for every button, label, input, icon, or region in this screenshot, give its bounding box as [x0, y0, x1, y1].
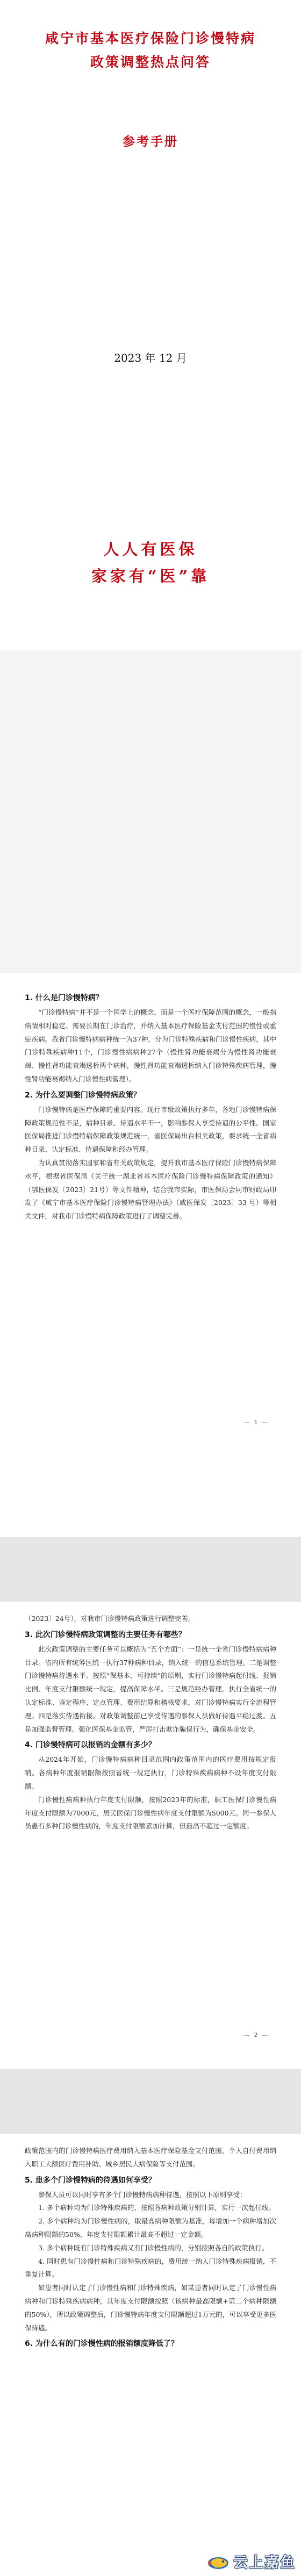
text-run: 强化医保基金监管，严厉打击欺诈骗保行为，确保基金安全。 — [78, 1725, 260, 1733]
page-number: — 2 — — [244, 2032, 269, 2039]
paragraph: 4. 同时患有门诊慢性病和门诊特殊疾病的，费用统一纳入门诊特殊疾病报销，不重复计算。 — [25, 2257, 276, 2279]
paragraph: 如患者同时认定了门诊慢性病和门诊特殊疾病，如某患者同时认定了门诊慢性病病种和门诊特殊疾病病种，其年度支付限额按照（该病种最高限额+第二个病种限额的50%），所以政策调整后，门诊慢特病年度支付限额超过1万元的，可以享受更多医保待遇。 — [25, 2284, 276, 2332]
fish-cloud-logo-icon — [206, 2551, 230, 2572]
paragraph: 门诊慢性病病种执行年度支付限额，按照2023年的标准，职工医保门诊慢性病年度支付限额为7000元，居民医保门诊慢性病年度支付限额为5000元。同一参保人员患有多种门诊慢性病的，年度支付限额累加计算，但最高不超过一定额度。 — [25, 1795, 276, 1831]
paragraph: 参保人员可以同时享有多个门诊慢特病病种待遇，按照以下原则享受： — [38, 2190, 247, 2199]
doc-page-1 — [0, 973, 301, 1537]
cover-title-line2: 政策调整热点问答 — [90, 54, 211, 70]
page-number: — 1 — — [244, 1419, 269, 1426]
paragraph: 3. 多个病种既有门诊特殊疾病又有门诊慢性病的，分别按照各自的政策执行。 — [38, 2243, 269, 2252]
paragraph: （2023〕24号），对我市门诊慢特病政策进行调整完善。 — [25, 1615, 195, 1623]
text-run: 对政策调整前已享受待遇的参保人员做好待遇平稳过渡。五是加强监督管理。 — [25, 1711, 276, 1733]
question-4: 4. 门诊慢特病可以报销的金额有多少？ — [25, 1741, 156, 1750]
watermark — [206, 2551, 296, 2572]
paragraph: “门诊慢特病”并不是一个医学上的概念，而是一个医疗保障范围的概念，一般指病情相对稳定、需要长期在门诊治疗，并纳入基本医疗保险基金支付范围的慢性或重症疾病。我省门诊慢特病病种统一为37种，分为门诊特殊疾病和门诊慢性疾病，其中门诊特殊疾病种11个，门诊慢性病病种27个（慢性肾功能衰竭分为慢性肾功能衰竭、慢性肾功能衰竭透析两个病种，慢性肾功能衰竭透析纳入门诊特殊疾病管理，慢性肾功能衰竭纳入门诊慢性病管理）。 — [25, 1008, 276, 1083]
paragraph: 为认真贯彻落实国家和省有关政策规定，提升我市基本医疗保险门诊慢特病保障水平，根据省医保局《关于统一湖北省基本医疗保险门诊慢特病保障政策的通知》（鄂医保发〔2023〕21号）等文件精神，结合我市实际，市医保局会同市财政局印发了《咸宁市基本医疗保险门诊慢特病管理办法》（咸医保发〔2023〕33 号）等相关文件，对我市门诊慢特病保障政策进行了调整完善。 — [25, 1158, 276, 1221]
cover-date: 2023 年 12 月 — [114, 351, 187, 364]
question-6: 6. 为什么有的门诊慢性病的报销额度降低了？ — [25, 2340, 178, 2349]
paragraph: 从2024年开始，门诊慢特病病种目录范围内政策范围内的医疗费用按规定报销。各病种年度报销限额按照省统一规定执行，门诊特殊疾病病种不设年度支付限额。 — [25, 1755, 276, 1790]
question-1: 1. 什么是门诊慢特病？ — [25, 994, 103, 1002]
text-run: 按照“保基本、可持续”的原则，实行门诊慢特病起付线、报销比例、年度支付限额统一规定，提高保障水平。三是规范经办管理。 — [25, 1671, 276, 1694]
paragraph: 2. 多个病种均为门诊慢性病的，取最高病种限额为基准，每增加一个病种增加次高病种限额的50%，年度支付限额累计最高不超过一定金额。 — [25, 2217, 276, 2238]
cover-title-line1: 咸宁市基本医疗保险门诊慢特病 — [45, 31, 256, 46]
doc-page-2 — [0, 1602, 301, 2069]
paragraph — [25, 1643, 276, 1737]
text-run: 省内所有统筹区统一执行37种病种目录，纳入统一的信息系统管理。二是调整门诊慢特病待遇水平。 — [25, 1658, 276, 1680]
text-run: 此次政策调整的主要任务可以概括为“五个方面”：一是统一全省门诊慢特病病种目录。 — [25, 1645, 276, 1667]
page-separator — [0, 2069, 301, 2134]
slogan-line2: 家家有“医”靠 — [91, 567, 210, 585]
slogan-line1: 人人有医保 — [103, 540, 198, 558]
watermark-text: 云上嘉鱼 — [233, 2555, 296, 2571]
page-separator — [0, 1537, 301, 1602]
page-separator — [0, 650, 301, 973]
paragraph: 门诊慢特病是医疗保障的重要内容。现行市级政策执行多年，各地门诊慢特病保障政策规范性不足，病种目录、待遇水平不一，影响参保人享受待遇的公平性。国家医保局推进门诊慢特病保障政策规范统一，省医保局出台相关政策，要求统一全省病种目录、认定标准、待遇保障和经办管理。 — [25, 1105, 276, 1154]
paragraph: 政策范围内的门诊慢特病医疗费用纳入基本医疗保险基金支付范围，个人自付费用纳入职工大额医疗费用补助、城乡居民大病保险等支付范围。 — [25, 2147, 276, 2168]
cover-subtitle: 参考手册 — [123, 134, 178, 149]
cover-page — [0, 0, 301, 650]
text-run: 执行全省统一的认定标准、鉴定程序、定点管理、费用结算和稽核要求，对门诊慢特病实行全流程管理。四是落实待遇衔接。 — [25, 1685, 276, 1720]
question-3: 3. 此次门诊慢特病政策调整的主要任务有哪些？ — [25, 1630, 186, 1639]
cover-title — [22, 27, 280, 74]
paragraph: 1. 多个病种均为门诊特殊疾病的，按照各病种政策分别计算，实行一次起付线。 — [38, 2204, 275, 2212]
doc-page-3 — [0, 2134, 301, 2576]
question-5: 5. 患多个门诊慢特病的待遇如何享受？ — [25, 2176, 156, 2185]
question-2: 2. 为什么要调整门诊慢特病政策？ — [25, 1090, 141, 1100]
